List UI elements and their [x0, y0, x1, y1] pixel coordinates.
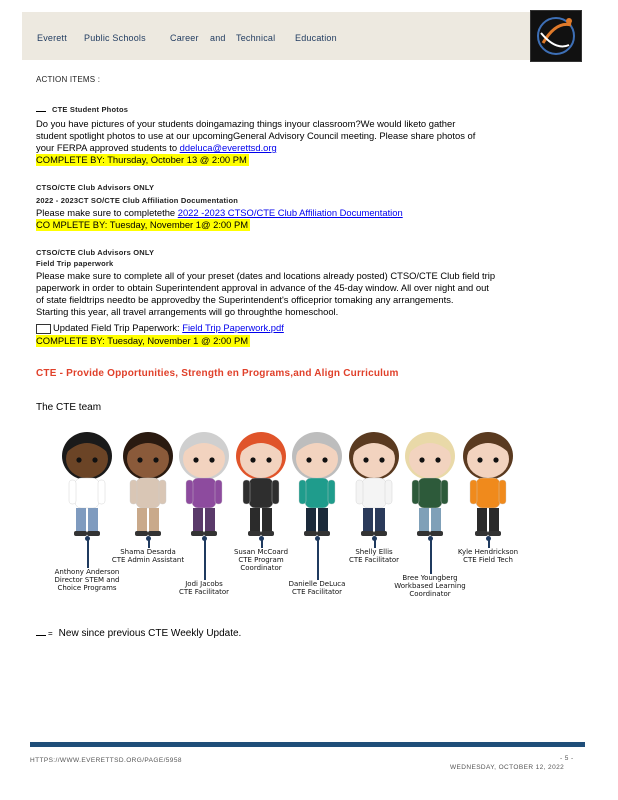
email-link[interactable]: ddeluca@everettsd.org — [179, 142, 277, 153]
footer-url: HTTPS://WWW.EVERETTSD.ORG/PAGE/5958 — [30, 757, 182, 764]
nav-career: Career — [170, 33, 199, 43]
item2-tag1: CTSO/CTE Club Advisors ONLY — [36, 183, 155, 192]
team-member-name: Shama Desarda — [120, 548, 176, 556]
team-member-figure — [456, 428, 520, 538]
district-logo — [530, 10, 582, 62]
item3-tag1: CTSO/CTE Club Advisors ONLY — [36, 248, 155, 257]
team-member-label — [47, 568, 127, 592]
team-member-name: Danielle DeLuca — [288, 580, 346, 588]
footer-page-number: - 5 - — [560, 755, 574, 762]
name-pointer-dot — [259, 536, 264, 541]
item1-line2: student spotlight photos to use at our upcomingGeneral Advisory Council meeting. Please share photos of — [36, 130, 476, 141]
team-member-name: Kyle Hendrickson — [457, 548, 519, 556]
item3-update: Updated Field Trip Paperwork: Field Trip Paperwork.pdf — [36, 322, 284, 334]
team-member-figure — [398, 428, 462, 538]
legend: = New since previous CTE Weekly Update. — [36, 628, 241, 640]
team-member-figure — [229, 428, 293, 538]
item1-line3: your FERPA approved students to ddeluca@everettsd.org — [36, 142, 277, 153]
name-pointer-dot — [202, 536, 207, 541]
item2-line: Please make sure to completethe 2022 -2023 CTSO/CTE Club Affiliation Documentation — [36, 207, 403, 218]
name-pointer-dot — [428, 536, 433, 541]
team-member-title: Director STEM and — [54, 576, 120, 584]
name-pointer-dot — [146, 536, 151, 541]
team-member-figure — [172, 428, 236, 538]
affiliation-doc-link[interactable]: 2022 -2023 CTSO/CTE Club Affiliation Documentation — [177, 207, 403, 218]
item2-status: CO MPLETE BY: Tuesday, November 1@ 2:00 PM — [36, 219, 249, 230]
footer-rule — [30, 742, 585, 747]
action-items-label: ACTION ITEMS : — [36, 75, 101, 84]
team-member-title: Workbased Learning — [394, 582, 466, 590]
team-label: The CTE team — [36, 402, 102, 413]
item1-tag: CTE Student Photos — [52, 105, 129, 114]
nav-everett: Everett — [37, 33, 67, 43]
section-heading: CTE - Provide Opportunities, Strength en Programs,and Align Curriculum — [36, 368, 399, 379]
name-pointer-line — [204, 538, 206, 580]
team-member-figure — [285, 428, 349, 538]
team-member-title: Coordinator — [240, 564, 282, 572]
name-pointer-dot — [372, 536, 377, 541]
team-member-title: CTE Field Tech — [463, 556, 513, 564]
team-member-figure — [55, 428, 119, 538]
nav-education: Education — [295, 33, 337, 43]
nav-technical: Technical — [236, 33, 276, 43]
team-member-title: Choice Programs — [57, 584, 117, 592]
item2-tag2: 2022 - 2023CT SO/CTE Club Affiliation Documentation — [36, 196, 239, 205]
new-marker-1 — [36, 105, 128, 114]
team-member-title: CTE Program — [238, 556, 284, 564]
new-marker-legend — [36, 635, 46, 636]
team-member-title: Coordinator — [409, 590, 451, 598]
item3-line1: Please make sure to complete all of your preset (dates and locations already posted) CTSO/CTE Club field trip — [36, 270, 496, 281]
item1-line1: Do you have pictures of your students doingamazing things inyour classroom?We would liketo gather — [36, 118, 456, 129]
nav-and: and — [210, 33, 226, 43]
team-member-label — [108, 548, 188, 564]
team-member-label — [221, 548, 301, 572]
team-member-title: CTE Facilitator — [291, 588, 343, 596]
name-pointer-dot — [486, 536, 491, 541]
item3-status: COMPLETE BY: Tuesday, November 1 @ 2:00 PM — [36, 335, 249, 346]
name-pointer-line — [317, 538, 319, 580]
item3-line4: Starting this year, all travel arrangements will go throughthe homeschool. — [36, 306, 339, 317]
name-pointer-dot — [315, 536, 320, 541]
item3-line3: of state fieldtrips needto be approvedby the Superintendent's officeprior tomaking any arrangements. — [36, 294, 454, 305]
team-member-label — [448, 548, 528, 564]
footer-date: WEDNESDAY, OCTOBER 12, 2022 — [450, 764, 565, 771]
team-member-title: CTE Admin Assistant — [111, 556, 185, 564]
team-member-title: CTE Facilitator — [178, 588, 230, 596]
name-pointer-dot — [85, 536, 90, 541]
team-member-figure — [342, 428, 406, 538]
team-member-label — [334, 548, 414, 564]
team-member-label — [164, 580, 244, 596]
document-icon — [36, 324, 51, 334]
team-member-name: Anthony Anderson — [54, 568, 120, 576]
name-pointer-line — [430, 538, 432, 574]
team-member-name: Shelly Ellis — [355, 548, 393, 556]
team-figures — [40, 428, 580, 608]
item1-status: COMPLETE BY: Thursday, October 13 @ 2:00 PM — [36, 154, 247, 165]
team-member-name: Bree Youngberg — [402, 574, 458, 582]
team-member-figure — [116, 428, 180, 538]
team-member-label — [390, 574, 470, 598]
team-member-label — [277, 580, 357, 596]
team-member-name: Jodi Jacobs — [185, 580, 223, 588]
item3-line2: paperwork in order to obtain Superintendent approval in advance of the 45-day window. All over night and out — [36, 282, 489, 293]
item3-tag2: Field Trip paperwork — [36, 259, 114, 268]
nav-public-schools: Public Schools — [84, 33, 146, 43]
team-member-name: Susan McCoard — [233, 548, 289, 556]
name-pointer-line — [87, 538, 89, 568]
team-member-title: CTE Facilitator — [348, 556, 400, 564]
field-trip-paperwork-link[interactable]: Field Trip Paperwork.pdf — [182, 322, 284, 333]
